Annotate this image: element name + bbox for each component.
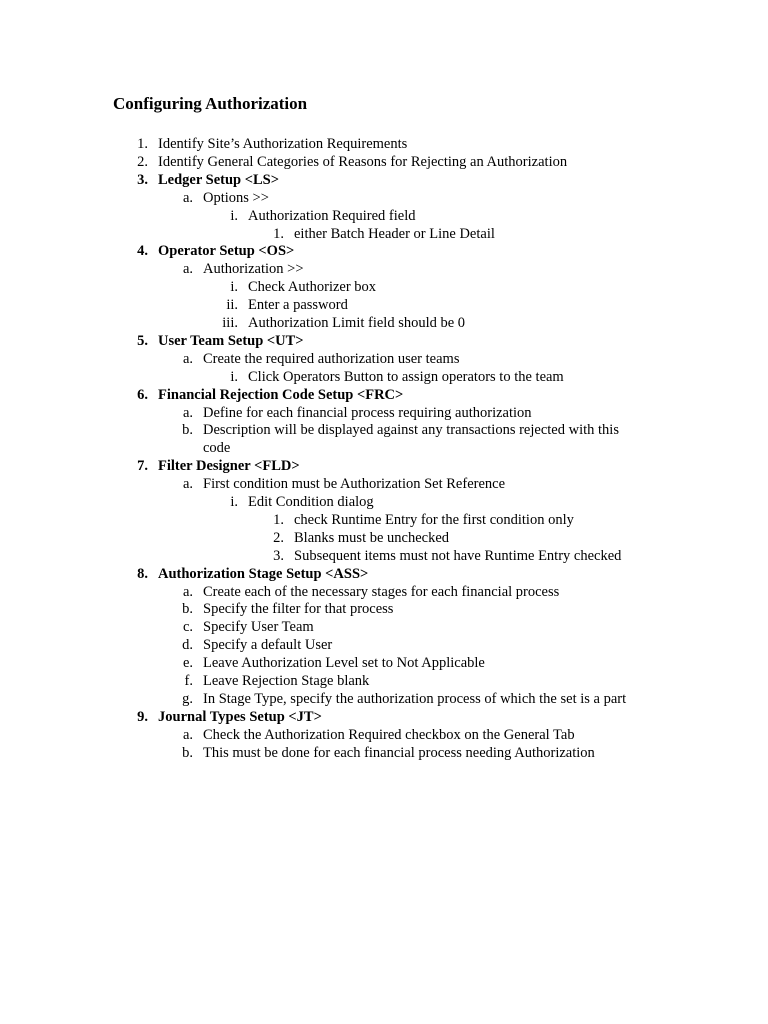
- list-item-text: Specify a default User: [203, 637, 333, 654]
- list-item-text: Authorization Stage Setup <ASS>: [158, 565, 369, 582]
- list-item-text: Define for each financial process requiring authorization: [203, 404, 532, 421]
- list-marker: 5.: [137, 332, 148, 349]
- list-item-text: Specify User Team: [203, 619, 314, 636]
- list-marker: iii.: [222, 315, 238, 331]
- list-item-text: Blanks must be unchecked: [294, 529, 450, 546]
- list-item: [273, 547, 622, 565]
- list-item: [230, 278, 377, 296]
- list-marker: 2.: [137, 153, 148, 170]
- list-item: [182, 636, 333, 654]
- list-marker: a.: [182, 476, 193, 493]
- list-item: [182, 726, 575, 744]
- list-item-text: User Team Setup <UT>: [158, 332, 304, 349]
- list-marker: 3.: [137, 171, 148, 188]
- list-item-text: Check Authorizer box: [248, 279, 377, 296]
- list-marker: 6.: [137, 386, 148, 403]
- list-item: [182, 744, 595, 762]
- list-item: [182, 600, 394, 618]
- list-marker: a.: [182, 583, 193, 600]
- list-item: [137, 171, 279, 189]
- list-marker: i.: [230, 279, 238, 296]
- list-marker: d.: [182, 637, 193, 654]
- list-item-text: Subsequent items must not have Runtime Entry checked: [294, 547, 622, 564]
- list-item: [137, 708, 322, 726]
- list-item-text: Create each of the necessary stages for each financial process: [203, 583, 560, 600]
- list-marker: i.: [230, 368, 238, 385]
- list-item-text: Financial Rejection Code Setup <FRC>: [158, 386, 404, 403]
- list-item: [137, 457, 300, 475]
- list-item: [273, 225, 495, 243]
- list-marker: a.: [182, 350, 193, 367]
- list-item: [184, 672, 370, 690]
- list-item-text: This must be done for each financial process needing Authorization: [203, 744, 595, 761]
- list-marker: b.: [182, 601, 193, 618]
- list-marker: a.: [182, 726, 193, 743]
- list-marker: f.: [184, 673, 193, 689]
- list-item: [137, 386, 404, 404]
- list-marker: a.: [182, 404, 193, 421]
- list-item: [182, 654, 485, 672]
- list-item: [182, 690, 627, 708]
- list-marker: b.: [182, 422, 193, 439]
- list-marker: ii.: [226, 297, 238, 314]
- list-item-text: either Batch Header or Line Detail: [294, 225, 495, 242]
- list-marker: 8.: [137, 565, 148, 582]
- list-item-text: Leave Authorization Level set to Not Applicable: [203, 655, 485, 672]
- list-item: [137, 242, 295, 260]
- list-item-text: Create the required authorization user teams: [203, 350, 460, 367]
- list-marker: 1.: [273, 511, 284, 528]
- list-marker: i.: [230, 494, 238, 510]
- list-marker: 7.: [137, 458, 148, 475]
- list-marker: 9.: [137, 708, 148, 725]
- list-item: [137, 565, 369, 583]
- list-item: [137, 332, 304, 350]
- list-item-text: Journal Types Setup <JT>: [158, 708, 322, 725]
- list-item-text: code: [203, 440, 231, 457]
- list-item: [230, 207, 416, 225]
- list-item: [182, 421, 619, 439]
- list-marker: b.: [182, 744, 193, 761]
- list-item: [273, 511, 574, 529]
- list-item-text: Click Operators Button to assign operators to the team: [248, 368, 564, 385]
- list-item: [222, 314, 466, 332]
- list-item: [230, 493, 374, 511]
- list-item-text: Check the Authorization Required checkbox on the General Tab: [203, 726, 575, 743]
- list-item-text: Ledger Setup <LS>: [158, 171, 279, 188]
- list-marker: g.: [182, 690, 193, 707]
- list-item-text: Leave Rejection Stage blank: [203, 673, 370, 689]
- list-item-text: check Runtime Entry for the first condition only: [294, 511, 574, 528]
- list-item: [273, 529, 450, 547]
- list-item-text: Filter Designer <FLD>: [158, 458, 300, 475]
- list-marker: 1.: [137, 136, 148, 152]
- list-item-text: Options >>: [203, 189, 269, 206]
- list-item-text: Authorization Required field: [248, 207, 416, 224]
- list-item: [203, 439, 230, 457]
- list-item-text: Authorization >>: [203, 261, 304, 278]
- list-marker: a.: [182, 189, 193, 206]
- list-item: [137, 153, 568, 171]
- list-item-text: In Stage Type, specify the authorization process of which the set is a part: [203, 690, 627, 707]
- list-item-text: Specify the filter for that process: [203, 601, 394, 618]
- list-marker: i.: [230, 207, 238, 224]
- list-item: [182, 583, 560, 601]
- list-item-text: Identify General Categories of Reasons for Rejecting an Authorization: [158, 153, 568, 170]
- list-item: [182, 189, 269, 207]
- list-item-text: Enter a password: [248, 297, 348, 314]
- list-item: [137, 135, 408, 153]
- list-item: [182, 260, 304, 278]
- list-marker: e.: [182, 655, 193, 672]
- list-item: [230, 368, 564, 386]
- list-item-text: First condition must be Authorization Set Reference: [203, 476, 506, 493]
- list-marker: 4.: [137, 243, 148, 260]
- list-item-text: Identify Site’s Authorization Requirements: [158, 136, 408, 152]
- list-item-text: Authorization Limit field should be 0: [248, 315, 466, 331]
- list-item: [182, 618, 314, 636]
- list-item-text: Description will be displayed against any transactions rejected with this: [203, 422, 619, 439]
- list-item: [226, 296, 348, 314]
- list-marker: 3.: [273, 547, 284, 564]
- list-marker: a.: [182, 261, 193, 278]
- list-item: [182, 475, 506, 493]
- list-item-text: Edit Condition dialog: [248, 494, 374, 510]
- list-marker: 1.: [273, 225, 284, 242]
- document-title: Configuring Authorization: [113, 94, 308, 113]
- list-item-text: Operator Setup <OS>: [158, 243, 295, 260]
- list-item: [182, 404, 532, 422]
- list-item: [182, 350, 460, 368]
- list-marker: 2.: [273, 529, 284, 546]
- list-marker: c.: [182, 619, 193, 636]
